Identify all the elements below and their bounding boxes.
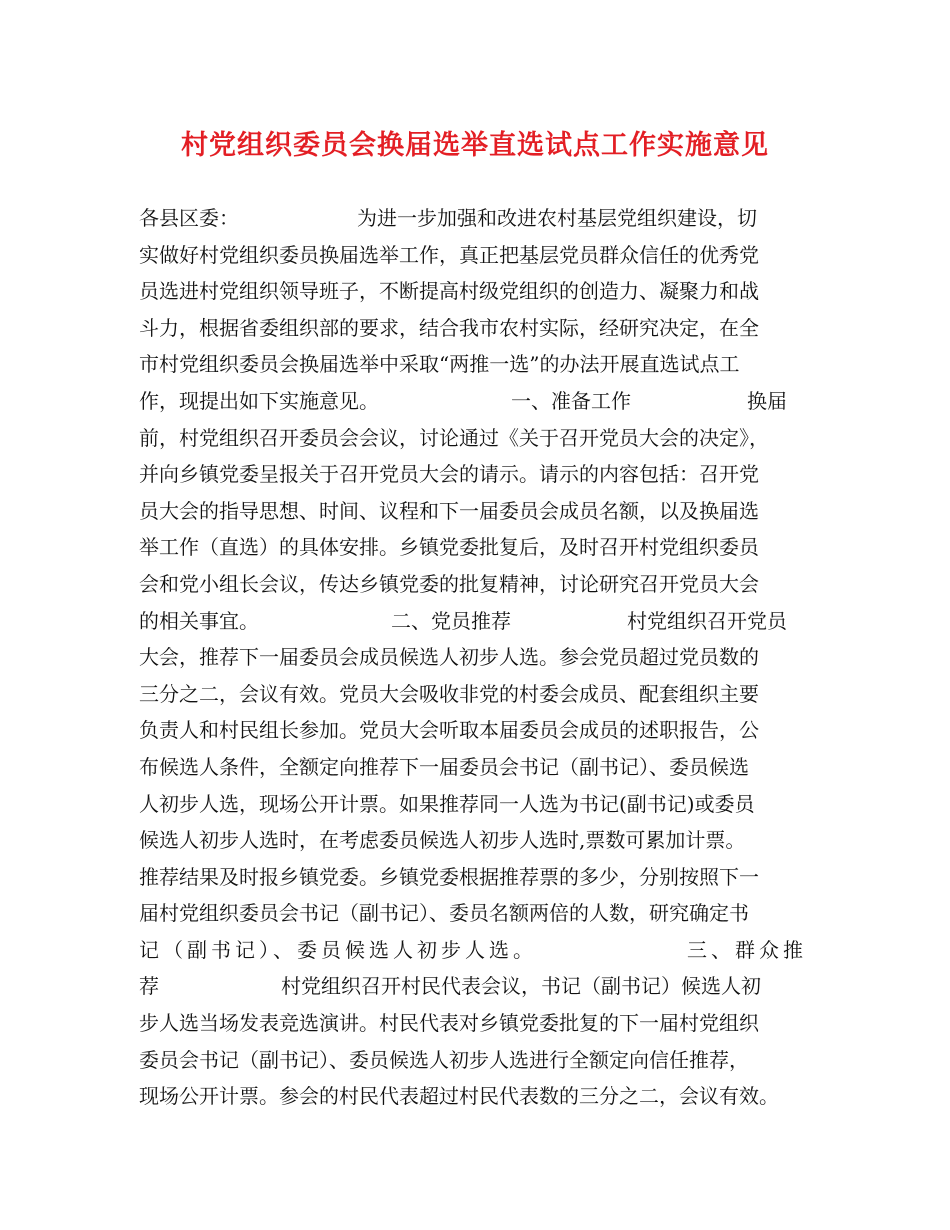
text-line: 市村党组织委员会换届选举中采取“两推一选”的办法开展直选试点工 xyxy=(139,352,740,377)
text-segment: 记（副书记）、委员候选人初步人选。 xyxy=(139,937,537,962)
text-line: 员大会的指导思想、时间、议程和下一届委员会成员名额，以及换届选 xyxy=(139,498,759,523)
document-body xyxy=(139,200,829,1115)
text-segment: 换届 xyxy=(747,388,787,413)
text-segment: 二、党员推荐 xyxy=(391,608,511,633)
text-line xyxy=(139,932,829,969)
text-line: 负责人和村民组长参加。党员大会听取本届委员会成员的述职报告，公 xyxy=(139,718,759,743)
text-line: 推荐结果及时报乡镇党委。乡镇党委根据推荐票的多少，分别按照下一 xyxy=(139,864,759,889)
text-line xyxy=(139,383,829,420)
text-line: 现场公开计票。参会的村民代表超过村民代表数的三分之二，会议有效。 xyxy=(139,1084,779,1109)
text-line: 三分之二，会议有效。党员大会吸收非党的村委会成员、配套组织主要 xyxy=(139,681,759,706)
document-title: 村党组织委员会换届选举直选试点工作实施意见 xyxy=(181,130,769,161)
text-segment: 为进一步加强和改进农村基层党组织建设，切 xyxy=(357,206,757,230)
text-segment: 一、准备工作 xyxy=(511,388,631,413)
text-line: 会和党小组长会议，传达乡镇党委的批复精神，讨论研究召开党员大会 xyxy=(139,571,759,596)
text-line xyxy=(139,200,829,237)
text-line: 斗力，根据省委组织部的要求，结合我市农村实际，经研究决定，在全 xyxy=(139,315,759,340)
text-line: 员选进村党组织领导班子，不断提高村级党组织的创造力、凝聚力和战 xyxy=(139,279,759,304)
text-segment: 村党组织召开村民代表会议，书记（副书记）候选人初 xyxy=(281,974,761,999)
text-line: 布候选人条件，全额定向推荐下一届委员会书记（副书记）、委员候选 xyxy=(139,754,749,779)
text-line: 候选人初步人选时，在考虑委员候选人初步人选时,票数可累加计票。 xyxy=(139,828,746,853)
text-segment: 三、群众推 xyxy=(687,937,807,962)
text-line: 届村党组织委员会书记（副书记）、委员名额两倍的人数，研究确定书 xyxy=(139,901,749,926)
text-segment: 荐 xyxy=(139,974,159,999)
text-line xyxy=(139,603,829,640)
text-line: 步人选当场发表竞选演讲。村民代表对乡镇党委批复的下一届村党组织 xyxy=(139,1011,759,1036)
text-line: 举工作（直选）的具体安排。乡镇党委批复后，及时召开村党组织委员 xyxy=(139,535,759,560)
text-line: 委员会书记（副书记）、委员候选人初步人选进行全额定向信任推荐， xyxy=(139,1047,749,1072)
text-segment: 村党组织召开党员 xyxy=(627,608,787,633)
text-line xyxy=(139,968,829,1005)
text-segment: 作，现提出如下实施意见。 xyxy=(139,388,379,413)
text-line: 并向乡镇党委呈报关于召开党员大会的请示。请示的内容包括：召开党 xyxy=(139,462,759,487)
text-line: 实做好村党组织委员换届选举工作，真正把基层党员群众信任的优秀党 xyxy=(139,242,759,267)
text-line: 人初步人选，现场公开计票。如果推荐同一人选为书记(副书记)或委员 xyxy=(139,791,755,816)
text-line: 前，村党组织召开委员会会议，讨论通过《关于召开党员大会的决定》， xyxy=(139,425,769,450)
text-segment: 各县区委： xyxy=(139,206,239,230)
text-line: 大会，推荐下一届委员会成员候选人初步人选。参会党员超过党员数的 xyxy=(139,645,759,670)
text-segment: 的相关事宜。 xyxy=(139,608,259,633)
